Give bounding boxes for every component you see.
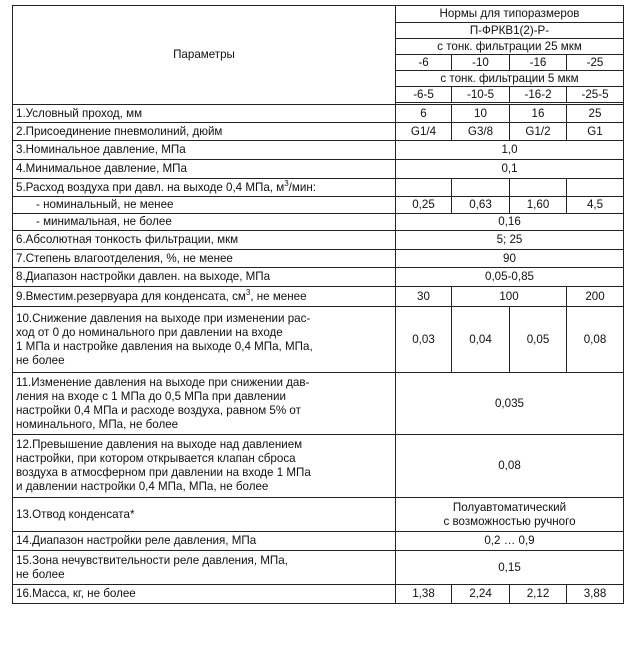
norms-title: Нормы для типоразмеров (396, 6, 624, 23)
row-value: 0,63 (452, 197, 510, 214)
row-label: 2.Присоединение пневмолиний, дюйм (13, 123, 396, 141)
row-value: 0,035 (396, 373, 624, 435)
fine25-variant: -25 (567, 55, 624, 71)
row-label: 12.Превышение давления на выходе над давлением настройки, при котором открывается клапан сброса воздуха в атмосферном при давлении на входе 1 МПа и давлении настройки 0,4 МПа, МПа, не более (13, 435, 396, 498)
fine25-variant: -10 (452, 55, 510, 71)
row-value: 25 (567, 105, 624, 123)
row-value: 0,2 … 0,9 (396, 532, 624, 551)
row-value: 0,08 (396, 435, 624, 498)
row-label: 16.Масса, кг, не более (13, 585, 396, 604)
row-value: 2,12 (510, 585, 567, 604)
fine5-variant: -16-2 (510, 87, 567, 103)
row-value: G1/2 (510, 123, 567, 141)
fine5-variant: -25-5 (567, 87, 624, 103)
row-value: 0,05-0,85 (396, 268, 624, 287)
row-label: 1.Условный проход, мм (13, 105, 396, 123)
row-label: 6.Абсолютная тонкость фильтрации, мкм (13, 231, 396, 250)
row-label: 5.Расход воздуха при давл. на выходе 0,4 МПа, $м^3$/мин: (13, 179, 396, 197)
row-value: 1,38 (396, 585, 452, 604)
row-value: 200 (567, 287, 624, 307)
row-sublabel: - номинальный, не менее (13, 197, 396, 214)
row-value: 0,25 (396, 197, 452, 214)
row-value: 0,1 (396, 160, 624, 179)
row-value: 0,08 (567, 307, 624, 373)
row-value: 30 (396, 287, 452, 307)
row-value: 1,60 (510, 197, 567, 214)
row-value: 5; 25 (396, 231, 624, 250)
fine25-variant: -6 (396, 55, 452, 71)
row-value: 3,88 (567, 585, 624, 604)
parameters-header: Параметры (13, 6, 396, 105)
row-value-empty (510, 179, 567, 197)
row-label: 4.Минимальное давление, МПа (13, 160, 396, 179)
fine25-variant: -16 (510, 55, 567, 71)
row-value: 0,05 (510, 307, 567, 373)
fine25-label: с тонк. фильтрации 25 мкм (396, 39, 624, 55)
specifications-table (12, 5, 624, 604)
fine5-variant: -6-5 (396, 87, 452, 103)
fine5-label: с тонк. фильтрации 5 мкм (396, 71, 624, 87)
row-value: G3/8 (452, 123, 510, 141)
row-value: G1/4 (396, 123, 452, 141)
row-value: 0,15 (396, 551, 624, 585)
row-label: 7.Степень влагоотделения, %, не менее (13, 250, 396, 268)
row-label: 3.Номинальное давление, МПа (13, 141, 396, 160)
row-label: 8.Диапазон настройки давлен. на выходе, МПа (13, 268, 396, 287)
model-code: П-ФРКВ1(2)-Р- (396, 23, 624, 39)
row-label: 10.Снижение давления на выходе при изменении рас- ход от 0 до номинального при давлении на входе 1 МПа и настройке давления на выходе 0,4 МПа, МПа, не более (13, 307, 396, 373)
row-label: 15.Зона нечувствительности реле давления, МПа, не более (13, 551, 396, 585)
row-value: 4,5 (567, 197, 624, 214)
row-value: 10 (452, 105, 510, 123)
row-value-empty (396, 179, 452, 197)
row-value: Полуавтоматический с возможностью ручного (396, 498, 624, 532)
row-label: 14.Диапазон настройки реле давления, МПа (13, 532, 396, 551)
row-value: G1 (567, 123, 624, 141)
row-value: 2,24 (452, 585, 510, 604)
row-value: 16 (510, 105, 567, 123)
row-value: 0,16 (396, 214, 624, 231)
row-value: 100 (452, 287, 567, 307)
row-sublabel: - минимальная, не более (13, 214, 396, 231)
row-value: 0,03 (396, 307, 452, 373)
row-value-empty (567, 179, 624, 197)
row-label: 13.Отвод конденсата* (13, 498, 396, 532)
row-label: 11.Изменение давления на выходе при снижении дав- ления на входе с 1 МПа до 0,5 МПа при давлении настройки 0,4 МПа и расходе воздуха, равном 5% от номинального, МПа, не более (13, 373, 396, 435)
row-value: 90 (396, 250, 624, 268)
row-value: 1,0 (396, 141, 624, 160)
row-value: 0,04 (452, 307, 510, 373)
fine5-variant: -10-5 (452, 87, 510, 103)
row-label: 9.Вместим.резервуара для конденсата, $см^3$, не менее (13, 287, 396, 307)
row-value-empty (452, 179, 510, 197)
row-value: 6 (396, 105, 452, 123)
